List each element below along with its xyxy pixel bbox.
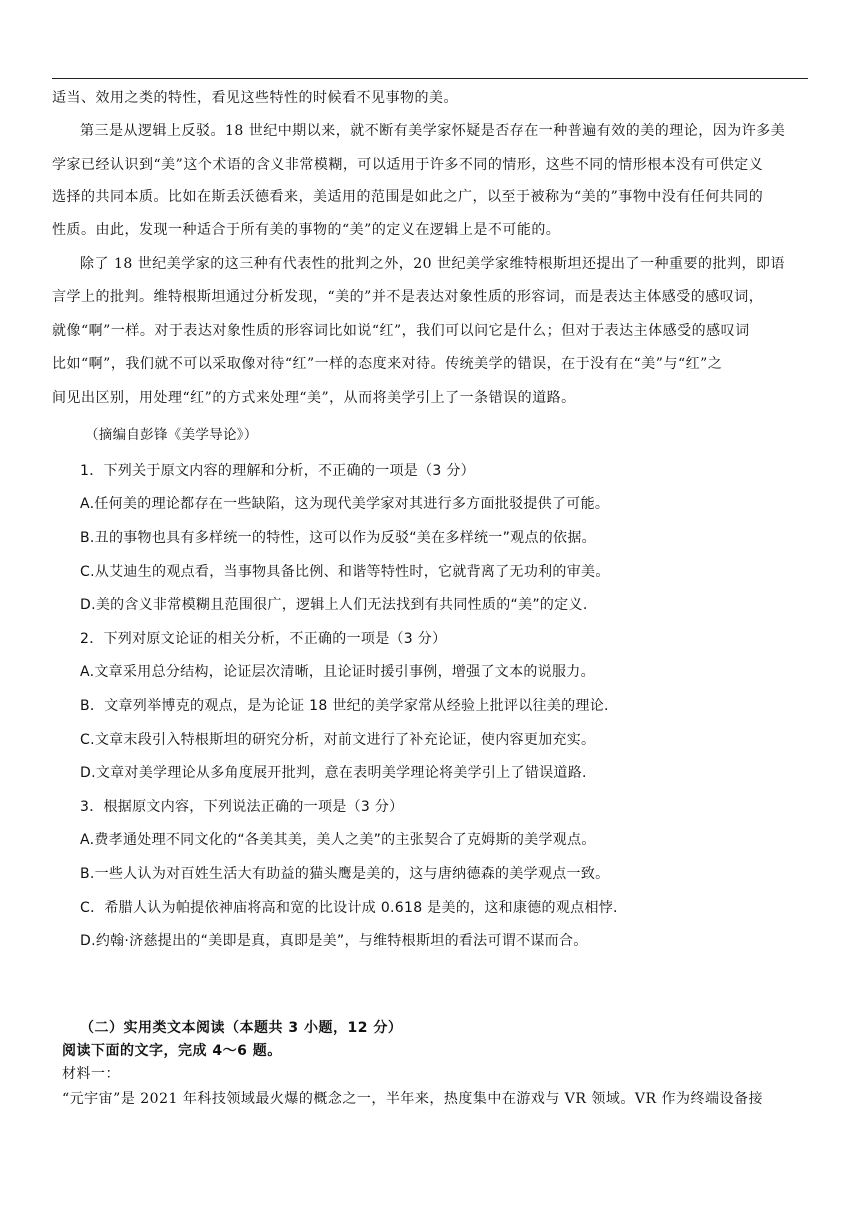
- passage-line: 除了 18 世纪美学家的这三种有代表性的批判之外，20 世纪美学家维特根斯坦还提出了一种重要的批判，即语: [80, 256, 785, 272]
- passage-line: 第三是从逻辑上反驳。18 世纪中期以来，就不断有美学家怀疑是否存在一种普遍有效的美的理论，因为许多美: [80, 123, 786, 139]
- question-option: B.一些人认为对百姓生活大有助益的猫头鹰是美的，这与唐纳德森的美学观点一致。: [80, 866, 610, 882]
- material-text-line: “元宇宙”是 2021 年科技领域最火爆的概念之一，半年来，热度集中在游戏与 VR 领域。VR 作为终端设备接: [62, 1091, 763, 1107]
- question-option: A.费孝通处理不同文化的“各美其美，美人之美”的主张契合了克姆斯的美学观点。: [80, 832, 596, 848]
- question-stem: 3．根据原文内容，下列说法正确的一项是（3 分）: [80, 799, 404, 815]
- question-option: A.任何美的理论都存在一些缺陷，这为现代美学家对其进行多方面批驳提供了可能。: [80, 496, 610, 512]
- source-citation: （摘编自彭锋《美学导论》）: [85, 427, 258, 443]
- question-option: C.从艾迪生的观点看，当事物具备比例、和谐等特性时，它就背离了无功利的审美。: [80, 564, 610, 580]
- passage-line: 适当、效用之类的特性，看见这些特性的时候看不见事物的美。: [52, 90, 458, 106]
- question-stem: 2．下列对原文论证的相关分析，不正确的一项是（3 分）: [80, 631, 447, 647]
- question-stem: 1．下列关于原文内容的理解和分析，不正确的一项是（3 分）: [80, 463, 475, 479]
- question-option: C.文章末段引入特根斯坦的研究分析，对前文进行了补充论证，使内容更加充实。: [80, 732, 596, 748]
- material-label: 材料一：: [62, 1066, 120, 1082]
- passage-line: 言学上的批判。维特根斯坦通过分析发现，“美的”并不是表达对象性质的形容词，而是表达主体感受的感叹词，: [52, 289, 764, 305]
- section-instruction: 阅读下面的文字，完成 4～6 题。: [62, 1043, 282, 1059]
- header-rule: [52, 78, 808, 79]
- section-heading: （二）实用类文本阅读（本题共 3 小题，12 分）: [80, 1020, 403, 1036]
- question-option: D.文章对美学理论从多角度展开批判，意在表明美学理论将美学引上了错误道路.: [80, 765, 587, 781]
- passage-line: 比如“啊”，我们就不可以采取像对待“红”一样的态度来对待。传统美学的错误，在于没有在“美”与“红”之: [52, 356, 723, 372]
- passage-line: 性质。由此，发现一种适合于所有美的事物的“美”的定义在逻辑上是不可能的。: [52, 222, 561, 238]
- question-option: D.约翰·济慈提出的“美即是真，真即是美”，与维特根斯坦的看法可谓不谋而合。: [80, 933, 588, 949]
- passage-line: 学家已经认识到“美”这个术语的含义非常模糊，可以适用于许多不同的情形，这些不同的情形根本没有可供定义: [52, 157, 764, 173]
- passage-line: 选择的共同本质。比如在斯丢沃德看来，美适用的范围是如此之广，以至于被称为“美的”事物中没有任何共同的: [52, 189, 764, 205]
- question-option: B.丑的事物也具有多样统一的特性，这可以作为反驳“美在多样统一”观点的依据。: [80, 530, 596, 546]
- passage-line: 就像“啊”一样。对于表达对象性质的形容词比如说“红”，我们可以问它是什么；但对于表达主体感受的感叹词: [52, 323, 750, 339]
- question-option: B．文章列举博克的观点，是为论证 18 世纪的美学家常从经验上批评以往美的理论.: [80, 698, 609, 714]
- question-option: D.美的含义非常模糊且范围很广，逻辑上人们无法找到有共同性质的“美”的定义.: [80, 597, 588, 613]
- question-option: A.文章采用总分结构，论证层次清晰，且论证时援引事例，增强了文本的说服力。: [80, 664, 595, 680]
- question-option: C．希腊人认为帕提依神庙将高和宽的比设计成 0.618 是美的，这和康德的观点相悖.: [80, 900, 618, 916]
- passage-line: 间见出区别，用处理“红”的方式来处理“美”，从而将美学引上了一条错误的道路。: [52, 390, 576, 406]
